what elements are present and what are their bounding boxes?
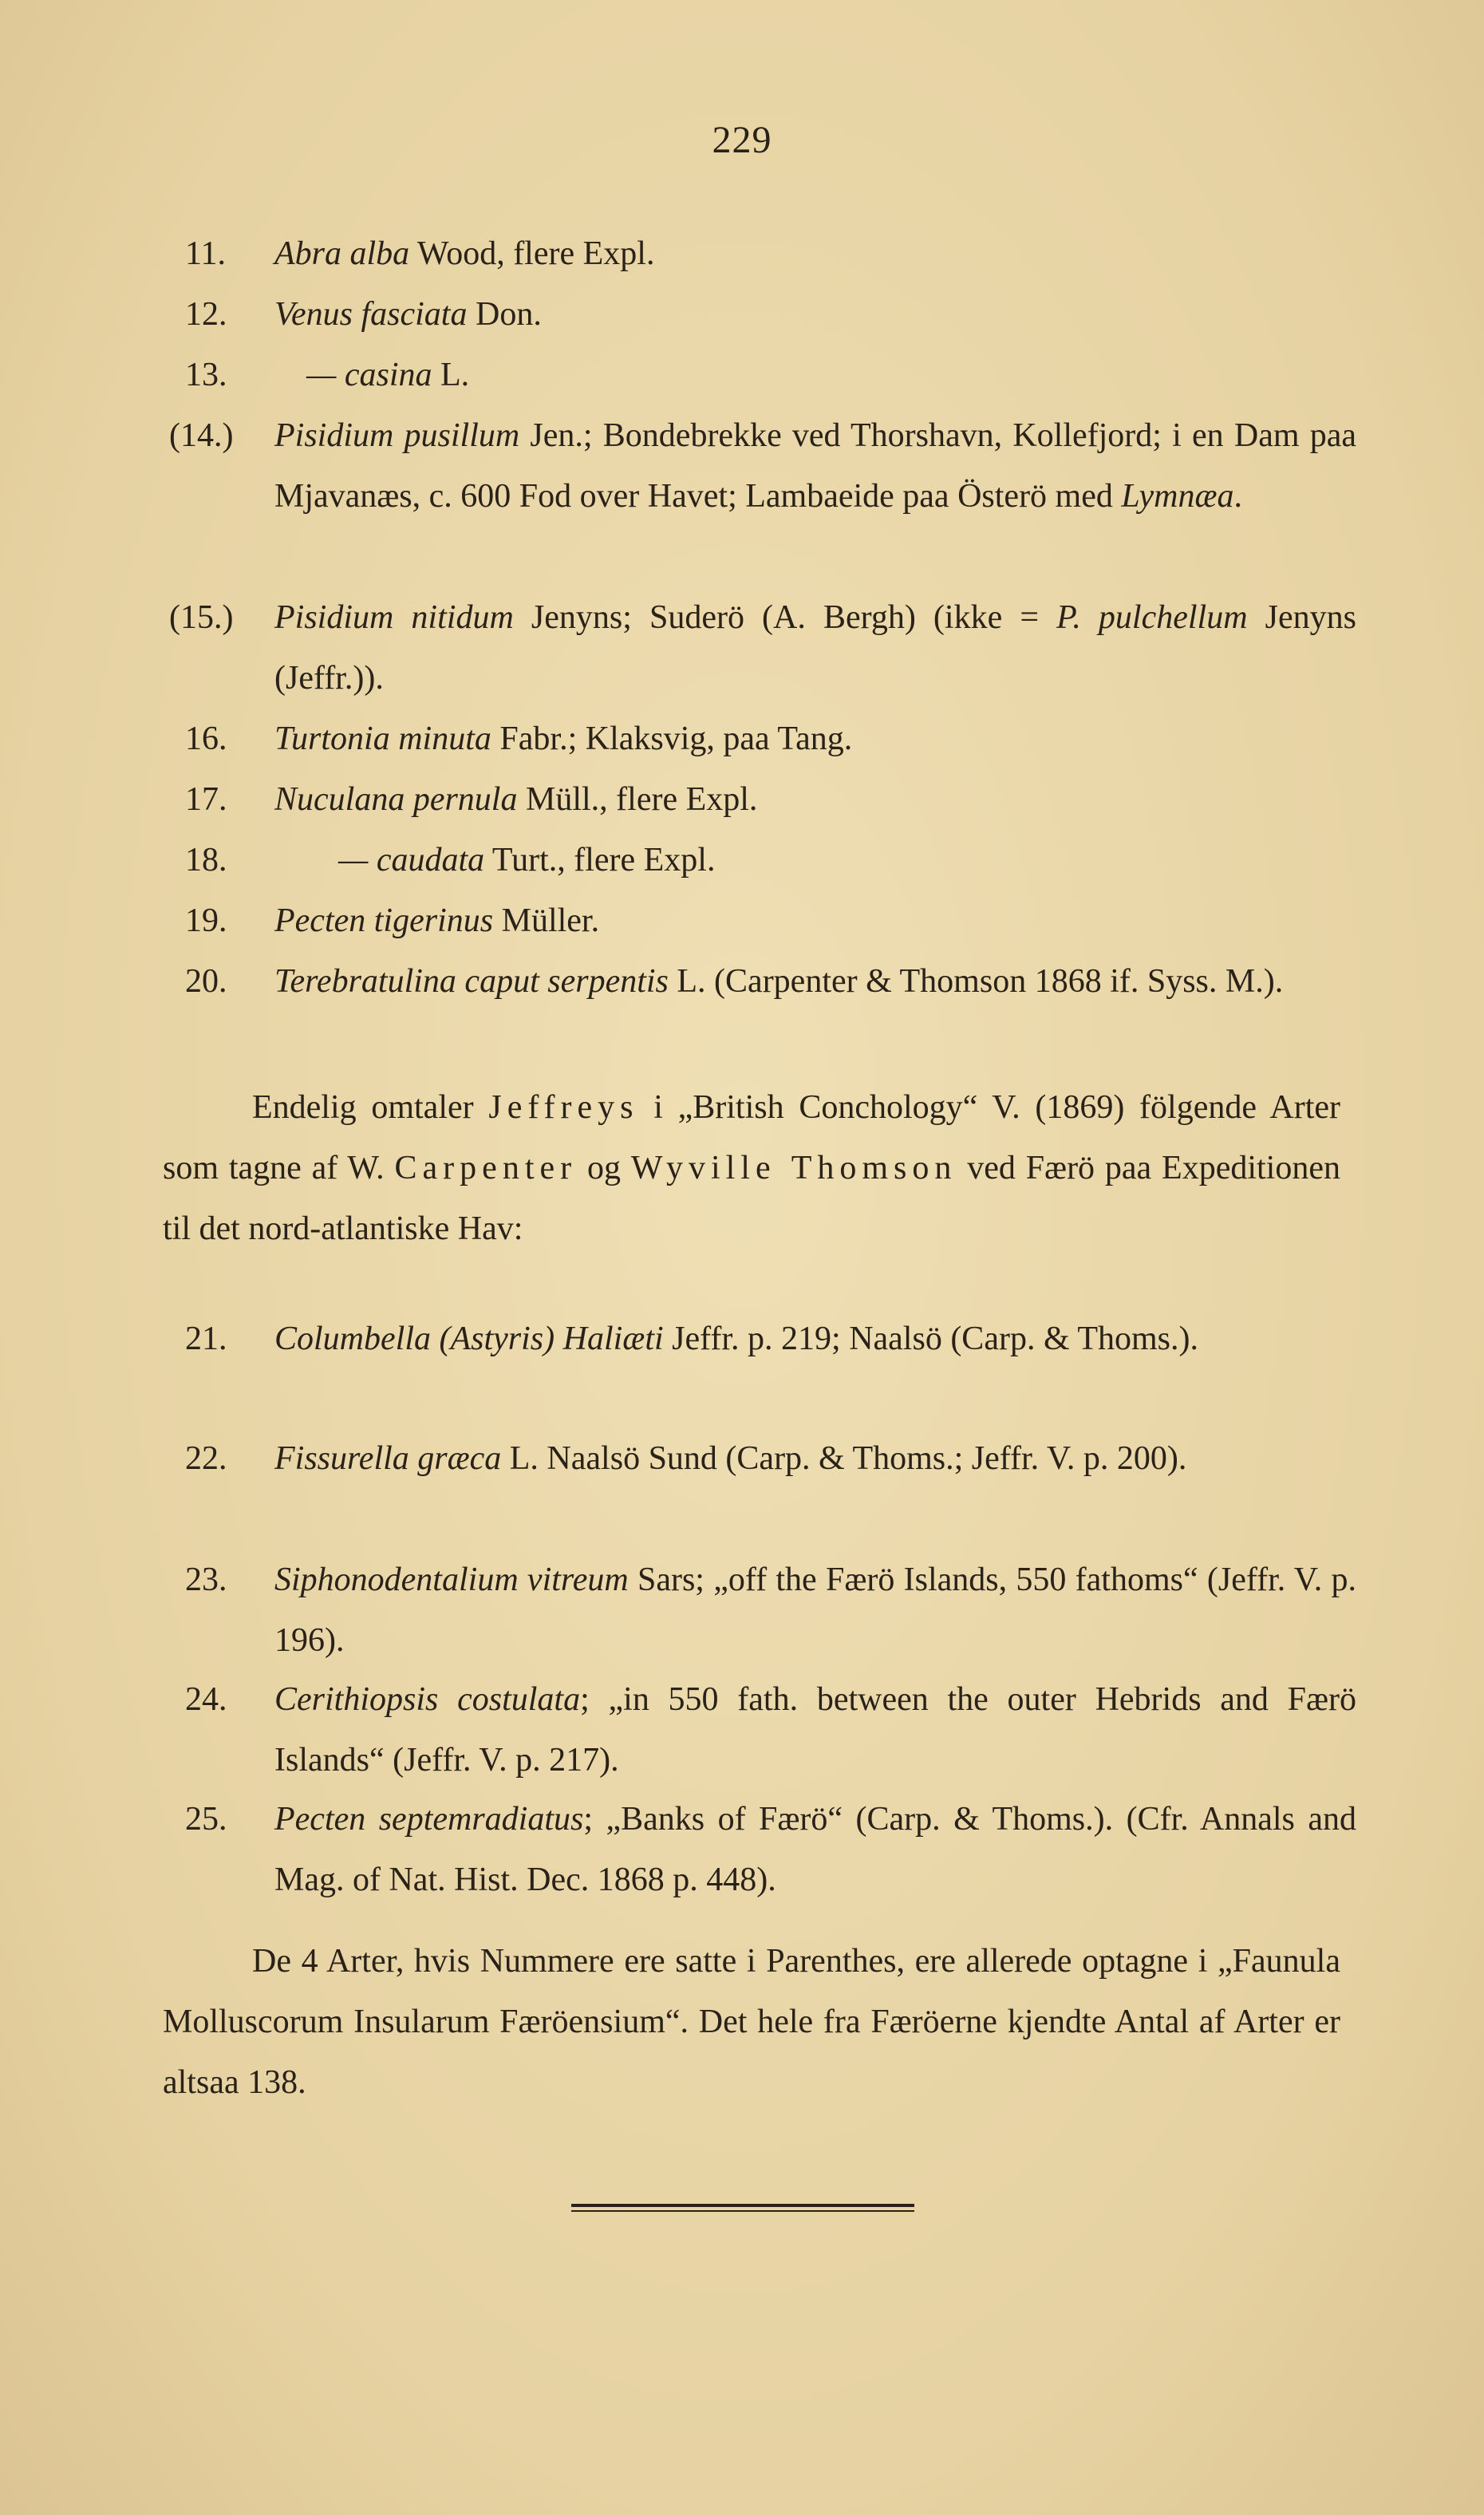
entry-text: Müll., flere Expl. <box>517 781 758 818</box>
species-name: Pecten tigerinus <box>274 902 494 939</box>
entry-number: 24. <box>185 1681 227 1718</box>
entry-number: (15.) <box>169 599 234 636</box>
entry-number: 17. <box>185 781 227 818</box>
entry-text: Jeffr. p. 219; Naalsö (Carp. & Thoms.). <box>663 1321 1199 1357</box>
author-name: Wyville Thomson <box>630 1150 957 1186</box>
page-number: 229 <box>712 119 772 161</box>
entry-text: ; „in 550 fath. between the outer Hebrids and Færö Islands“ (Jeffr. V. p. 217). <box>274 1681 1357 1779</box>
species-name: Pisidium nitidum <box>274 599 514 636</box>
species-name: — casina <box>306 357 432 393</box>
entry-text-tail: Jenyns (Jeffr.)). <box>274 599 1356 697</box>
entry-text: Müller. <box>493 902 600 939</box>
entry-text-tail: . <box>1233 478 1242 515</box>
entry-text: L. (Carpenter & Thomson 1868 if. Syss. M.). <box>668 963 1284 1000</box>
species-name: Columbella (Astyris) Haliæti <box>274 1321 664 1357</box>
species-name: Abra alba <box>274 235 410 272</box>
species-name: Terebratulina caput serpentis <box>274 963 669 1000</box>
entry-text: L. Naalsö Sund (Carp. & Thoms.; Jeffr. V. p. 200). <box>501 1440 1187 1477</box>
author-name: Jeffreys <box>488 1089 639 1126</box>
entry-number: (14.) <box>169 417 234 454</box>
species-name-secondary: P. pulchellum <box>1056 599 1248 636</box>
species-name: Pecten septemradiatus <box>274 1801 584 1838</box>
entry-text: Jenyns; Suderö (A. Bergh) (ikke = <box>513 599 1057 636</box>
entry-number: 23. <box>185 1562 227 1598</box>
species-name: Nuculana pernula <box>274 781 518 818</box>
entry-text: Wood, flere Expl. <box>409 235 655 272</box>
species-name-secondary: Lymnæa <box>1121 478 1234 515</box>
entry-text: ; „Banks of Færö“ (Carp. & Thoms.). (Cfr. Annals and Mag. of Nat. Hist. Dec. 1868 p. 448). <box>274 1801 1356 1898</box>
entry-number: 20. <box>185 963 227 1000</box>
entry-text: Turt., flere Expl. <box>484 842 716 878</box>
closing-paragraph: De 4 Arter, hvis Nummere ere satte i Parenthes, ere allerede optagne i „Faunula Molluscorum Insularum Færöensium“. Det hele fra Færöerne kjendte Antal af Arter er altsaa 138. <box>163 1943 1340 2101</box>
entry-number: 19. <box>185 902 227 939</box>
species-name: Siphonodentalium vitreum <box>274 1562 629 1598</box>
entry-text: Fabr.; Klaksvig, paa Tang. <box>491 721 853 757</box>
entry-text: Don. <box>467 296 542 333</box>
author-name: Carpenter <box>394 1150 578 1186</box>
entry-number: 13. <box>185 357 227 393</box>
entry-text: L. <box>432 357 470 393</box>
species-name: Venus fasciata <box>274 296 468 333</box>
entry-number: 12. <box>185 296 227 333</box>
entry-number: 18. <box>185 842 227 878</box>
intro-paragraph: Endelig omtaler Jeffreys i „British Conchology“ V. (1869) fölgende Arter som tagne af W. Carpenter og Wyville Thomson ved Færö paa Expeditionen til det nord-atlantiske Hav: <box>163 1089 1340 1247</box>
species-name: — caudata <box>338 842 485 878</box>
entry-number: 11. <box>185 235 226 272</box>
entry-number: 21. <box>185 1321 227 1357</box>
entry-number: 16. <box>185 721 227 757</box>
entry-number: 25. <box>185 1801 227 1838</box>
species-name: Fissurella græca <box>274 1440 502 1477</box>
entry-text: Sars; „off the Færö Islands, 550 fathoms“ (Jeffr. V. p. 196). <box>274 1562 1356 1659</box>
species-name: Cerithiopsis costulata <box>274 1681 581 1718</box>
species-name: Turtonia minuta <box>274 721 491 757</box>
entry-number: 22. <box>185 1440 227 1477</box>
species-name: Pisidium pusillum <box>274 417 520 454</box>
end-rule <box>571 2204 914 2212</box>
entry-text: Jen.; Bondebrekke ved Thorshavn, Kollefjord; i en Dam paa Mjavanæs, c. 600 Fod over Havet; Lambaeide paa Österö med <box>274 417 1356 515</box>
